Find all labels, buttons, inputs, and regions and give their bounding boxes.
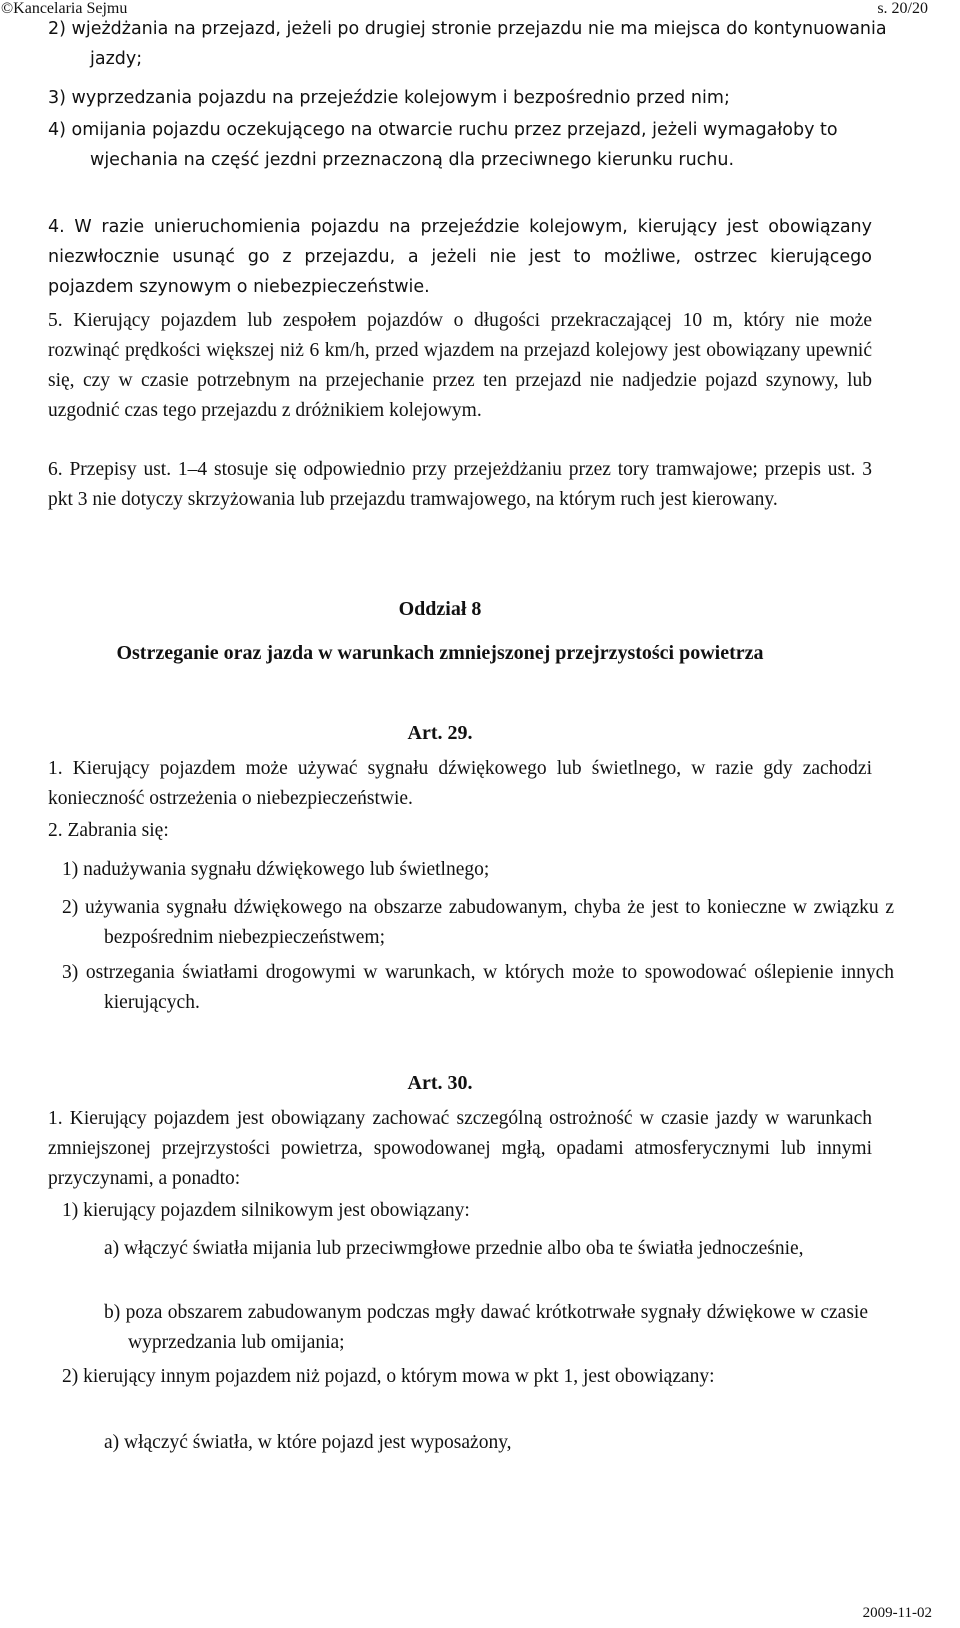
page-number: s. 20/20 — [877, 0, 928, 17]
article-29-title: Art. 29. — [407, 722, 473, 744]
art29-paragraph-1: 1. Kierujący pojazdem może używać sygnału dźwiękowego lub świetlnego, w razie gdy zachodzi konieczność ostrzeżenia o niebezpieczeństwie. — [48, 758, 872, 809]
section-title: Oddział 8 — [398, 598, 482, 620]
article-30-title: Art. 30. — [407, 1072, 473, 1094]
art29-item-2: 2) używania sygnału dźwiękowego na obszarze zabudowanym, chyba że jest to konieczne w związku z bezpośrednim niebezpieczeństwem; — [62, 897, 894, 948]
list-item-3: 3) wyprzedzania pojazdu na przejeździe kolejowym i bezpośrednio przed nim; — [48, 88, 730, 108]
header-source: ©Kancelaria Sejmu — [1, 0, 128, 17]
paragraph-5: 5. Kierujący pojazdem lub zespołem pojazdów o długości przekraczającej 10 m, który nie może rozwinąć prędkości większej niż 6 km/h, przed wjazdem na przejazd kolejowy jest obowiązany upewnić się, czy w czasie potrzebnym na przejechanie przez ten przejazd nie nadjedzie pojazd szynowy, lub uzgodnić czas tego przejazdu z dróżnikiem kolejowym. — [48, 310, 872, 421]
art30-item-2a: a) włączyć światła, w które pojazd jest wyposażony, — [104, 1432, 512, 1453]
art30-item-1: 1) kierujący pojazdem silnikowym jest obowiązany: — [62, 1200, 470, 1221]
art30-item-2: 2) kierujący innym pojazdem niż pojazd, o którym mowa w pkt 1, jest obowiązany: — [62, 1366, 715, 1387]
art29-paragraph-2: 2. Zabrania się: — [48, 820, 169, 841]
art30-item-1b: b) poza obszarem zabudowanym podczas mgły dawać krótkotrwałe sygnały dźwiękowe w czasie wyprzedzania lub omijania; — [104, 1302, 868, 1353]
art30-paragraph-1: 1. Kierujący pojazdem jest obowiązany zachować szczególną ostrożność w czasie jazdy w warunkach zmniejszonej przejrzystości powietrza, spowodowanej mgłą, opadami atmosferycznymi lub innymi przyczynami, a ponadto: — [48, 1108, 872, 1189]
section-subtitle: Ostrzeganie oraz jazda w warunkach zmniejszonej przejrzystości powietrza — [116, 642, 764, 664]
paragraph-4: 4. W razie unieruchomienia pojazdu na przejeździe kolejowym, kierujący jest obowiązany niezwłocznie usunąć go z przejazdu, a jeżeli nie jest to możliwe, ostrzec kierującego pojazdem szynowym o niebezpieczeństwie. — [48, 217, 872, 297]
art30-item-1a: a) włączyć światła mijania lub przeciwmgłowe przednie albo oba te światła jednocześnie, — [104, 1238, 804, 1259]
paragraph-6: 6. Przepisy ust. 1–4 stosuje się odpowiednio przy przejeżdżaniu przez tory tramwajowe; przepis ust. 3 pkt 3 nie dotyczy skrzyżowania lub przejazdu tramwajowego, na którym ruch jest kierowany. — [48, 459, 872, 510]
art29-item-3: 3) ostrzegania światłami drogowymi w warunkach, w których może to spowodować oślepienie innych kierujących. — [62, 962, 894, 1013]
list-item-4: 4) omijania pojazdu oczekującego na otwarcie ruchu przez przejazd, jeżeli wymagałoby to wjechania na część jezdni przeznaczoną dla przeciwnego kierunku ruchu. — [48, 120, 838, 170]
list-item-2: 2) wjeżdżania na przejazd, jeżeli po drugiej stronie przejazdu nie ma miejsca do kontynuowania jazdy; — [48, 19, 887, 69]
footer-date: 2009-11-02 — [862, 1605, 932, 1621]
art29-item-1: 1) nadużywania sygnału dźwiękowego lub świetlnego; — [62, 859, 490, 880]
